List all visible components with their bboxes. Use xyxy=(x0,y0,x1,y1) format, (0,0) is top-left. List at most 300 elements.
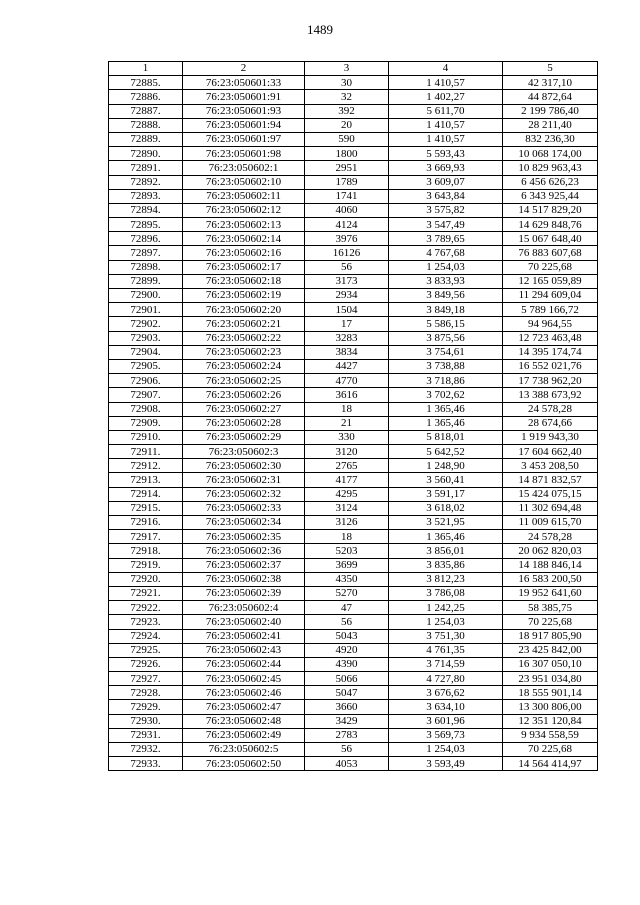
area-cell: 4053 xyxy=(305,757,389,771)
value-cell: 70 225,68 xyxy=(503,260,598,274)
cadastral-number-cell: 76:23:050602:34 xyxy=(183,516,305,530)
area-cell: 4390 xyxy=(305,657,389,671)
price-cell: 3 718,86 xyxy=(389,374,503,388)
row-number-cell: 72929. xyxy=(109,700,183,714)
area-cell: 32 xyxy=(305,90,389,104)
value-cell: 14 517 829,20 xyxy=(503,203,598,217)
area-cell: 3616 xyxy=(305,388,389,402)
price-cell: 1 365,46 xyxy=(389,530,503,544)
row-number-cell: 72912. xyxy=(109,459,183,473)
row-number-cell: 72892. xyxy=(109,175,183,189)
table-row xyxy=(109,757,598,771)
table-row xyxy=(109,558,598,572)
row-number-cell: 72927. xyxy=(109,672,183,686)
row-number-cell: 72887. xyxy=(109,104,183,118)
table-header-row xyxy=(109,62,598,76)
row-number-cell: 72906. xyxy=(109,374,183,388)
table-row xyxy=(109,260,598,274)
cadastral-number-cell: 76:23:050602:18 xyxy=(183,274,305,288)
cadastral-number-cell: 76:23:050602:26 xyxy=(183,388,305,402)
area-cell: 1741 xyxy=(305,189,389,203)
price-cell: 1 254,03 xyxy=(389,260,503,274)
price-cell: 3 618,02 xyxy=(389,501,503,515)
row-number-cell: 72930. xyxy=(109,714,183,728)
area-cell: 3699 xyxy=(305,558,389,572)
area-cell: 21 xyxy=(305,416,389,430)
price-cell: 1 365,46 xyxy=(389,402,503,416)
value-cell: 70 225,68 xyxy=(503,743,598,757)
price-cell: 3 560,41 xyxy=(389,473,503,487)
table-row xyxy=(109,501,598,515)
value-cell: 18 917 805,90 xyxy=(503,629,598,643)
table-row xyxy=(109,232,598,246)
value-cell: 76 883 607,68 xyxy=(503,246,598,260)
column-header: 3 xyxy=(305,62,389,76)
row-number-cell: 72922. xyxy=(109,601,183,615)
value-cell: 17 604 662,40 xyxy=(503,445,598,459)
area-cell: 18 xyxy=(305,530,389,544)
value-cell: 12 351 120,84 xyxy=(503,714,598,728)
value-cell: 17 738 962,20 xyxy=(503,374,598,388)
price-cell: 3 833,93 xyxy=(389,274,503,288)
price-cell: 5 593,43 xyxy=(389,147,503,161)
table-row xyxy=(109,416,598,430)
table-row xyxy=(109,629,598,643)
table-row xyxy=(109,303,598,317)
table-row xyxy=(109,487,598,501)
price-cell: 1 242,25 xyxy=(389,601,503,615)
row-number-cell: 72885. xyxy=(109,76,183,90)
price-cell: 1 365,46 xyxy=(389,416,503,430)
area-cell: 17 xyxy=(305,317,389,331)
table-row xyxy=(109,218,598,232)
value-cell: 9 934 558,59 xyxy=(503,728,598,742)
table-row xyxy=(109,473,598,487)
area-cell: 47 xyxy=(305,601,389,615)
cadastral-number-cell: 76:23:050602:35 xyxy=(183,530,305,544)
value-cell: 13 388 673,92 xyxy=(503,388,598,402)
page-number: 1489 xyxy=(307,22,333,37)
table-row xyxy=(109,572,598,586)
area-cell: 4177 xyxy=(305,473,389,487)
price-cell: 5 642,52 xyxy=(389,445,503,459)
area-cell: 3976 xyxy=(305,232,389,246)
row-number-cell: 72901. xyxy=(109,303,183,317)
row-number-cell: 72914. xyxy=(109,487,183,501)
value-cell: 3 453 208,50 xyxy=(503,459,598,473)
area-cell: 5270 xyxy=(305,586,389,600)
price-cell: 3 601,96 xyxy=(389,714,503,728)
value-cell: 20 062 820,03 xyxy=(503,544,598,558)
row-number-cell: 72891. xyxy=(109,161,183,175)
price-cell: 1 410,57 xyxy=(389,76,503,90)
value-cell: 58 385,75 xyxy=(503,601,598,615)
cadastral-number-cell: 76:23:050602:47 xyxy=(183,700,305,714)
cadastral-number-cell: 76:23:050602:31 xyxy=(183,473,305,487)
cadastral-number-cell: 76:23:050602:27 xyxy=(183,402,305,416)
cadastral-number-cell: 76:23:050602:20 xyxy=(183,303,305,317)
row-number-cell: 72894. xyxy=(109,203,183,217)
price-cell: 3 575,82 xyxy=(389,203,503,217)
cadastral-number-cell: 76:23:050601:97 xyxy=(183,132,305,146)
column-header: 1 xyxy=(109,62,183,76)
area-cell: 2765 xyxy=(305,459,389,473)
price-cell: 4 761,35 xyxy=(389,643,503,657)
area-cell: 56 xyxy=(305,743,389,757)
value-cell: 44 872,64 xyxy=(503,90,598,104)
table-row xyxy=(109,544,598,558)
table-row xyxy=(109,743,598,757)
area-cell: 4770 xyxy=(305,374,389,388)
value-cell: 12 723 463,48 xyxy=(503,331,598,345)
cadastral-number-cell: 76:23:050602:44 xyxy=(183,657,305,671)
row-number-cell: 72897. xyxy=(109,246,183,260)
price-cell: 3 875,56 xyxy=(389,331,503,345)
area-cell: 1504 xyxy=(305,303,389,317)
cadastral-number-cell: 76:23:050602:41 xyxy=(183,629,305,643)
cadastral-number-cell: 76:23:050602:48 xyxy=(183,714,305,728)
row-number-cell: 72933. xyxy=(109,757,183,771)
price-cell: 3 738,88 xyxy=(389,359,503,373)
table-row xyxy=(109,430,598,444)
area-cell: 4350 xyxy=(305,572,389,586)
row-number-cell: 72910. xyxy=(109,430,183,444)
value-cell: 70 225,68 xyxy=(503,615,598,629)
row-number-cell: 72924. xyxy=(109,629,183,643)
value-cell: 832 236,30 xyxy=(503,132,598,146)
price-cell: 3 849,18 xyxy=(389,303,503,317)
cadastral-number-cell: 76:23:050602:46 xyxy=(183,686,305,700)
row-number-cell: 72908. xyxy=(109,402,183,416)
cadastral-number-cell: 76:23:050602:1 xyxy=(183,161,305,175)
row-number-cell: 72886. xyxy=(109,90,183,104)
value-cell: 11 294 609,04 xyxy=(503,289,598,303)
value-cell: 16 552 021,76 xyxy=(503,359,598,373)
table-row xyxy=(109,516,598,530)
value-cell: 5 789 166,72 xyxy=(503,303,598,317)
cadastral-number-cell: 76:23:050602:39 xyxy=(183,586,305,600)
area-cell: 392 xyxy=(305,104,389,118)
row-number-cell: 72911. xyxy=(109,445,183,459)
area-cell: 4295 xyxy=(305,487,389,501)
row-number-cell: 72926. xyxy=(109,657,183,671)
area-cell: 3120 xyxy=(305,445,389,459)
value-cell: 24 578,28 xyxy=(503,530,598,544)
cadastral-number-cell: 76:23:050602:29 xyxy=(183,430,305,444)
row-number-cell: 72913. xyxy=(109,473,183,487)
value-cell: 14 188 846,14 xyxy=(503,558,598,572)
price-cell: 1 248,90 xyxy=(389,459,503,473)
cadastral-number-cell: 76:23:050602:12 xyxy=(183,203,305,217)
row-number-cell: 72890. xyxy=(109,147,183,161)
cadastral-number-cell: 76:23:050601:33 xyxy=(183,76,305,90)
column-header: 2 xyxy=(183,62,305,76)
table-row xyxy=(109,246,598,260)
row-number-cell: 72909. xyxy=(109,416,183,430)
area-cell: 5066 xyxy=(305,672,389,686)
cadastral-number-cell: 76:23:050602:33 xyxy=(183,501,305,515)
value-cell: 6 343 925,44 xyxy=(503,189,598,203)
row-number-cell: 72925. xyxy=(109,643,183,657)
table-row xyxy=(109,402,598,416)
row-number-cell: 72899. xyxy=(109,274,183,288)
area-cell: 3126 xyxy=(305,516,389,530)
price-cell: 3 634,10 xyxy=(389,700,503,714)
price-cell: 3 609,07 xyxy=(389,175,503,189)
value-cell: 42 317,10 xyxy=(503,76,598,90)
cadastral-number-cell: 76:23:050602:50 xyxy=(183,757,305,771)
area-cell: 16126 xyxy=(305,246,389,260)
area-cell: 1789 xyxy=(305,175,389,189)
cadastral-number-cell: 76:23:050602:24 xyxy=(183,359,305,373)
value-cell: 13 300 806,00 xyxy=(503,700,598,714)
table-row xyxy=(109,317,598,331)
table-row xyxy=(109,657,598,671)
row-number-cell: 72931. xyxy=(109,728,183,742)
area-cell: 2783 xyxy=(305,728,389,742)
value-cell: 19 952 641,60 xyxy=(503,586,598,600)
price-cell: 3 569,73 xyxy=(389,728,503,742)
row-number-cell: 72905. xyxy=(109,359,183,373)
cadastral-number-cell: 76:23:050602:38 xyxy=(183,572,305,586)
price-cell: 1 402,27 xyxy=(389,90,503,104)
row-number-cell: 72916. xyxy=(109,516,183,530)
area-cell: 2951 xyxy=(305,161,389,175)
table-row xyxy=(109,388,598,402)
value-cell: 14 395 174,74 xyxy=(503,345,598,359)
value-cell: 12 165 059,89 xyxy=(503,274,598,288)
value-cell: 18 555 901,14 xyxy=(503,686,598,700)
value-cell: 94 964,55 xyxy=(503,317,598,331)
area-cell: 4427 xyxy=(305,359,389,373)
value-cell: 2 199 786,40 xyxy=(503,104,598,118)
column-header: 5 xyxy=(503,62,598,76)
cadastral-number-cell: 76:23:050601:94 xyxy=(183,118,305,132)
table-row xyxy=(109,203,598,217)
cadastral-number-cell: 76:23:050602:37 xyxy=(183,558,305,572)
value-cell: 6 456 626,23 xyxy=(503,175,598,189)
table-row xyxy=(109,586,598,600)
value-cell: 28 674,66 xyxy=(503,416,598,430)
area-cell: 3173 xyxy=(305,274,389,288)
value-cell: 16 583 200,50 xyxy=(503,572,598,586)
cadastral-number-cell: 76:23:050602:16 xyxy=(183,246,305,260)
area-cell: 5047 xyxy=(305,686,389,700)
table-row xyxy=(109,132,598,146)
price-cell: 3 835,86 xyxy=(389,558,503,572)
price-cell: 5 611,70 xyxy=(389,104,503,118)
cadastral-number-cell: 76:23:050602:40 xyxy=(183,615,305,629)
table-row xyxy=(109,175,598,189)
value-cell: 14 629 848,76 xyxy=(503,218,598,232)
value-cell: 28 211,40 xyxy=(503,118,598,132)
value-cell: 16 307 050,10 xyxy=(503,657,598,671)
cadastral-number-cell: 76:23:050602:5 xyxy=(183,743,305,757)
value-cell: 14 871 832,57 xyxy=(503,473,598,487)
price-cell: 1 254,03 xyxy=(389,615,503,629)
price-cell: 3 643,84 xyxy=(389,189,503,203)
area-cell: 5203 xyxy=(305,544,389,558)
value-cell: 1 919 943,30 xyxy=(503,430,598,444)
price-cell: 3 591,17 xyxy=(389,487,503,501)
price-cell: 3 812,23 xyxy=(389,572,503,586)
value-cell: 11 302 694,48 xyxy=(503,501,598,515)
table-row xyxy=(109,289,598,303)
table-row xyxy=(109,530,598,544)
cadastral-number-cell: 76:23:050602:13 xyxy=(183,218,305,232)
price-cell: 3 676,62 xyxy=(389,686,503,700)
cadastral-number-cell: 76:23:050602:3 xyxy=(183,445,305,459)
price-cell: 3 702,62 xyxy=(389,388,503,402)
row-number-cell: 72920. xyxy=(109,572,183,586)
table-row xyxy=(109,459,598,473)
area-cell: 1800 xyxy=(305,147,389,161)
table-row xyxy=(109,615,598,629)
cadastral-number-cell: 76:23:050602:22 xyxy=(183,331,305,345)
table-row xyxy=(109,601,598,615)
table-row xyxy=(109,345,598,359)
column-header: 4 xyxy=(389,62,503,76)
price-cell: 1 254,03 xyxy=(389,743,503,757)
area-cell: 330 xyxy=(305,430,389,444)
area-cell: 18 xyxy=(305,402,389,416)
table-row xyxy=(109,331,598,345)
value-cell: 10 829 963,43 xyxy=(503,161,598,175)
row-number-cell: 72893. xyxy=(109,189,183,203)
cadastral-number-cell: 76:23:050602:19 xyxy=(183,289,305,303)
row-number-cell: 72915. xyxy=(109,501,183,515)
value-cell: 11 009 615,70 xyxy=(503,516,598,530)
table-row xyxy=(109,672,598,686)
area-cell: 4920 xyxy=(305,643,389,657)
price-cell: 3 849,56 xyxy=(389,289,503,303)
cadastral-number-cell: 76:23:050602:11 xyxy=(183,189,305,203)
table-row xyxy=(109,686,598,700)
cadastral-number-cell: 76:23:050602:10 xyxy=(183,175,305,189)
area-cell: 56 xyxy=(305,260,389,274)
row-number-cell: 72919. xyxy=(109,558,183,572)
table-row xyxy=(109,728,598,742)
table-row xyxy=(109,714,598,728)
cadastral-number-cell: 76:23:050602:14 xyxy=(183,232,305,246)
cadastral-number-cell: 76:23:050601:93 xyxy=(183,104,305,118)
row-number-cell: 72928. xyxy=(109,686,183,700)
row-number-cell: 72932. xyxy=(109,743,183,757)
cadastral-number-cell: 76:23:050602:30 xyxy=(183,459,305,473)
price-cell: 4 767,68 xyxy=(389,246,503,260)
area-cell: 4124 xyxy=(305,218,389,232)
area-cell: 3429 xyxy=(305,714,389,728)
price-cell: 3 751,30 xyxy=(389,629,503,643)
value-cell: 23 425 842,00 xyxy=(503,643,598,657)
area-cell: 590 xyxy=(305,132,389,146)
area-cell: 30 xyxy=(305,76,389,90)
price-cell: 3 754,61 xyxy=(389,345,503,359)
cadastral-number-cell: 76:23:050602:32 xyxy=(183,487,305,501)
data-table xyxy=(108,61,598,771)
cadastral-number-cell: 76:23:050602:45 xyxy=(183,672,305,686)
value-cell: 14 564 414,97 xyxy=(503,757,598,771)
price-cell: 3 521,95 xyxy=(389,516,503,530)
table-row xyxy=(109,374,598,388)
table-row xyxy=(109,104,598,118)
value-cell: 10 068 174,00 xyxy=(503,147,598,161)
table-row xyxy=(109,359,598,373)
value-cell: 23 951 034,80 xyxy=(503,672,598,686)
table-row xyxy=(109,90,598,104)
price-cell: 4 727,80 xyxy=(389,672,503,686)
table-row xyxy=(109,189,598,203)
row-number-cell: 72902. xyxy=(109,317,183,331)
table-row xyxy=(109,643,598,657)
table-row xyxy=(109,118,598,132)
row-number-cell: 72918. xyxy=(109,544,183,558)
row-number-cell: 72900. xyxy=(109,289,183,303)
value-cell: 24 578,28 xyxy=(503,402,598,416)
table-row xyxy=(109,161,598,175)
area-cell: 2934 xyxy=(305,289,389,303)
area-cell: 3283 xyxy=(305,331,389,345)
area-cell: 3660 xyxy=(305,700,389,714)
area-cell: 4060 xyxy=(305,203,389,217)
row-number-cell: 72904. xyxy=(109,345,183,359)
cadastral-number-cell: 76:23:050602:28 xyxy=(183,416,305,430)
cadastral-number-cell: 76:23:050602:49 xyxy=(183,728,305,742)
price-cell: 3 714,59 xyxy=(389,657,503,671)
area-cell: 3124 xyxy=(305,501,389,515)
row-number-cell: 72921. xyxy=(109,586,183,600)
price-cell: 5 818,01 xyxy=(389,430,503,444)
cadastral-number-cell: 76:23:050602:25 xyxy=(183,374,305,388)
cadastral-number-cell: 76:23:050601:91 xyxy=(183,90,305,104)
cadastral-number-cell: 76:23:050602:17 xyxy=(183,260,305,274)
table-row xyxy=(109,274,598,288)
table-row xyxy=(109,76,598,90)
cadastral-number-cell: 76:23:050602:21 xyxy=(183,317,305,331)
value-cell: 15 067 648,40 xyxy=(503,232,598,246)
price-cell: 1 410,57 xyxy=(389,118,503,132)
table-row xyxy=(109,445,598,459)
cadastral-number-cell: 76:23:050602:4 xyxy=(183,601,305,615)
area-cell: 56 xyxy=(305,615,389,629)
price-cell: 3 593,49 xyxy=(389,757,503,771)
row-number-cell: 72907. xyxy=(109,388,183,402)
row-number-cell: 72923. xyxy=(109,615,183,629)
price-cell: 3 786,08 xyxy=(389,586,503,600)
table-row xyxy=(109,147,598,161)
cadastral-number-cell: 76:23:050601:98 xyxy=(183,147,305,161)
row-number-cell: 72895. xyxy=(109,218,183,232)
price-cell: 1 410,57 xyxy=(389,132,503,146)
price-cell: 3 789,65 xyxy=(389,232,503,246)
cadastral-number-cell: 76:23:050602:43 xyxy=(183,643,305,657)
cadastral-number-cell: 76:23:050602:23 xyxy=(183,345,305,359)
row-number-cell: 72896. xyxy=(109,232,183,246)
row-number-cell: 72888. xyxy=(109,118,183,132)
row-number-cell: 72903. xyxy=(109,331,183,345)
price-cell: 3 856,01 xyxy=(389,544,503,558)
row-number-cell: 72889. xyxy=(109,132,183,146)
row-number-cell: 72917. xyxy=(109,530,183,544)
price-cell: 3 547,49 xyxy=(389,218,503,232)
row-number-cell: 72898. xyxy=(109,260,183,274)
table-row xyxy=(109,700,598,714)
area-cell: 3834 xyxy=(305,345,389,359)
price-cell: 5 586,15 xyxy=(389,317,503,331)
value-cell: 15 424 075,15 xyxy=(503,487,598,501)
area-cell: 5043 xyxy=(305,629,389,643)
price-cell: 3 669,93 xyxy=(389,161,503,175)
